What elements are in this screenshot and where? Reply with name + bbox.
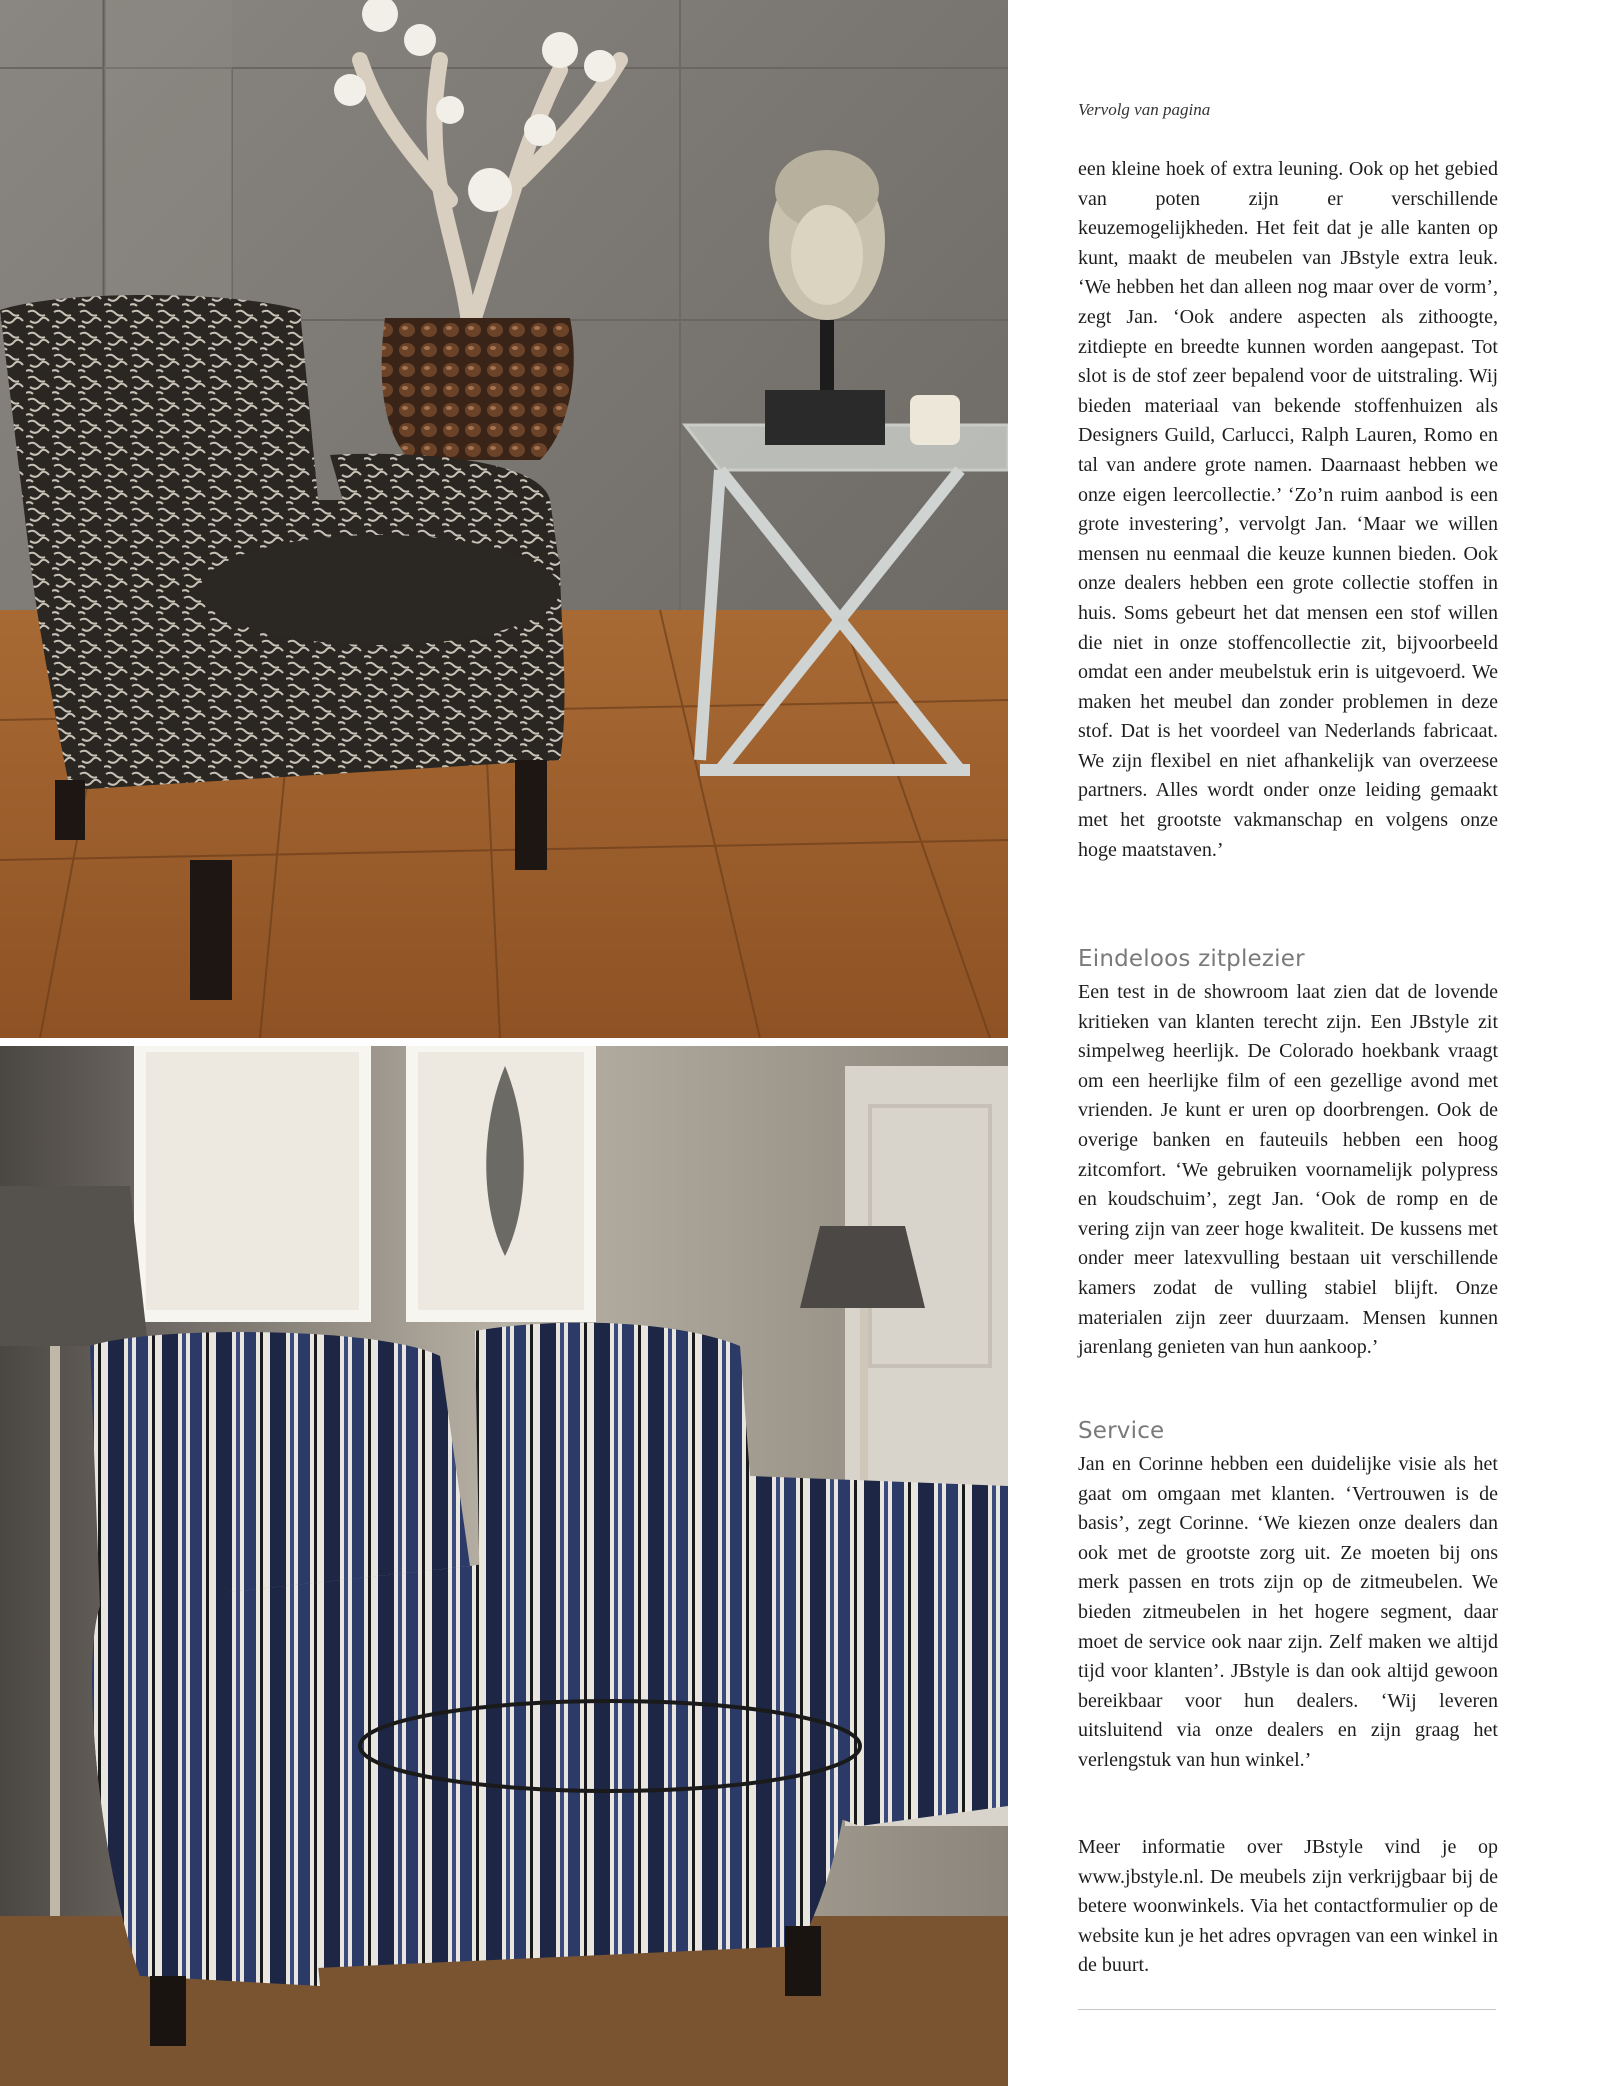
continued-label: Vervolg van pagina (1078, 100, 1211, 119)
section-heading-service: Service (1078, 1418, 1165, 1444)
photo-gap (0, 1038, 1008, 1046)
bottom-divider (1078, 2009, 1496, 2010)
closing-paragraph: Meer informatie over JBstyle vind je op www.jbstyle.nl. De meubels zijn verkrijgbaar bij de betere woonwinkels. Via het contactformulier op de website kun je het adres opvragen van een winkel in de buurt. (1078, 1836, 1498, 1977)
photo-striped-armchairs (0, 1046, 1008, 2086)
intro-paragraph: een kleine hoek of extra leuning. Ook op het gebied van poten zijn er verschillende keuzemogelijkheden. Het feit dat je alle kanten op kunt, maakt de meubelen van JBstyle extra leuk. ‘We hebben het dan alleen nog maar over de vorm’, zegt Jan. ‘Ook andere aspecten als zithoogte, zitdiepte en breedte kunnen worden aangepast. Tot slot is de stof zeer bepalend voor de uitstraling. Wij bieden materiaal van bekende stoffenhuizen als Designers Guild, Carlucci, Ralph Lauren, Romo en tal van andere grote namen. Daarnaast hebben we onze eigen leercollectie.’ ‘Zo’n ruim aanbod is een grote investering’, vervolgt Jan. ‘Maar we willen mensen nu eenmaal die keuze kunnen bieden. Ook onze dealers hebben een grote collectie stoffen in huis. Soms gebeurt het dat mensen een stof willen die niet in onze stoffencollectie zit, bijvoorbeeld omdat een ander meubelstuk erin is uitgevoerd. We maken het meubel dan zonder problemen in deze stof. Dat is het voordeel van Nederlands fabricaat. We zijn flexibel en niet afhankelijk van overzeese partners. Alles wordt onder onze leiding gemaakt met het grootste vakmanschap en volgens onze hoge maatstaven.’ (1078, 158, 1498, 861)
photo-armchair-buddha (0, 0, 1008, 1038)
section-heading-eindeloos: Eindeloos zitplezier (1078, 946, 1305, 972)
section-paragraph-eindeloos: Een test in de showroom laat zien dat de lovende kritieken van klanten terecht zijn. Een JBstyle zit simpelweg heerlijk. De Colorado hoekbank vraagt om een heerlijke film of een gezellige avond met vrienden. Je kunt er uren op doorbrengen. Ook de overige banken en fauteuils hebben een hoog zitcomfort. ‘We gebruiken voornamelijk polypress en koudschuim’, zegt Jan. ‘Ook de romp en de vering zijn van zeer hoge kwaliteit. De kussens met onder meer latexvulling bestaan uit verschillende kamers zodat de vulling stabiel blijft. Onze materialen zijn zeer duurzaam. Mensen kunnen jarenlang genieten van hun aankoop.’ (1078, 981, 1498, 1359)
section-paragraph-service: Jan en Corinne hebben een duidelijke visie als het gaat om omgaan met klanten. ‘Vertrouwen is de basis’, zegt Corinne. ‘We kiezen onze dealers dan ook met de grootste zorg uit. Ze moeten bij ons merk passen en trots zijn op de zitmeubelen. We bieden zitmeubelen in het hogere segment, daar moet de service ook naar zijn. Zelf maken we altijd tijd voor klanten’. JBstyle is dan ook altijd gewoon bereikbaar voor hun dealers. ‘Wij leveren uitsluitend via onze dealers en zijn graag het verlengstuk van hun winkel.’ (1078, 1453, 1498, 1771)
